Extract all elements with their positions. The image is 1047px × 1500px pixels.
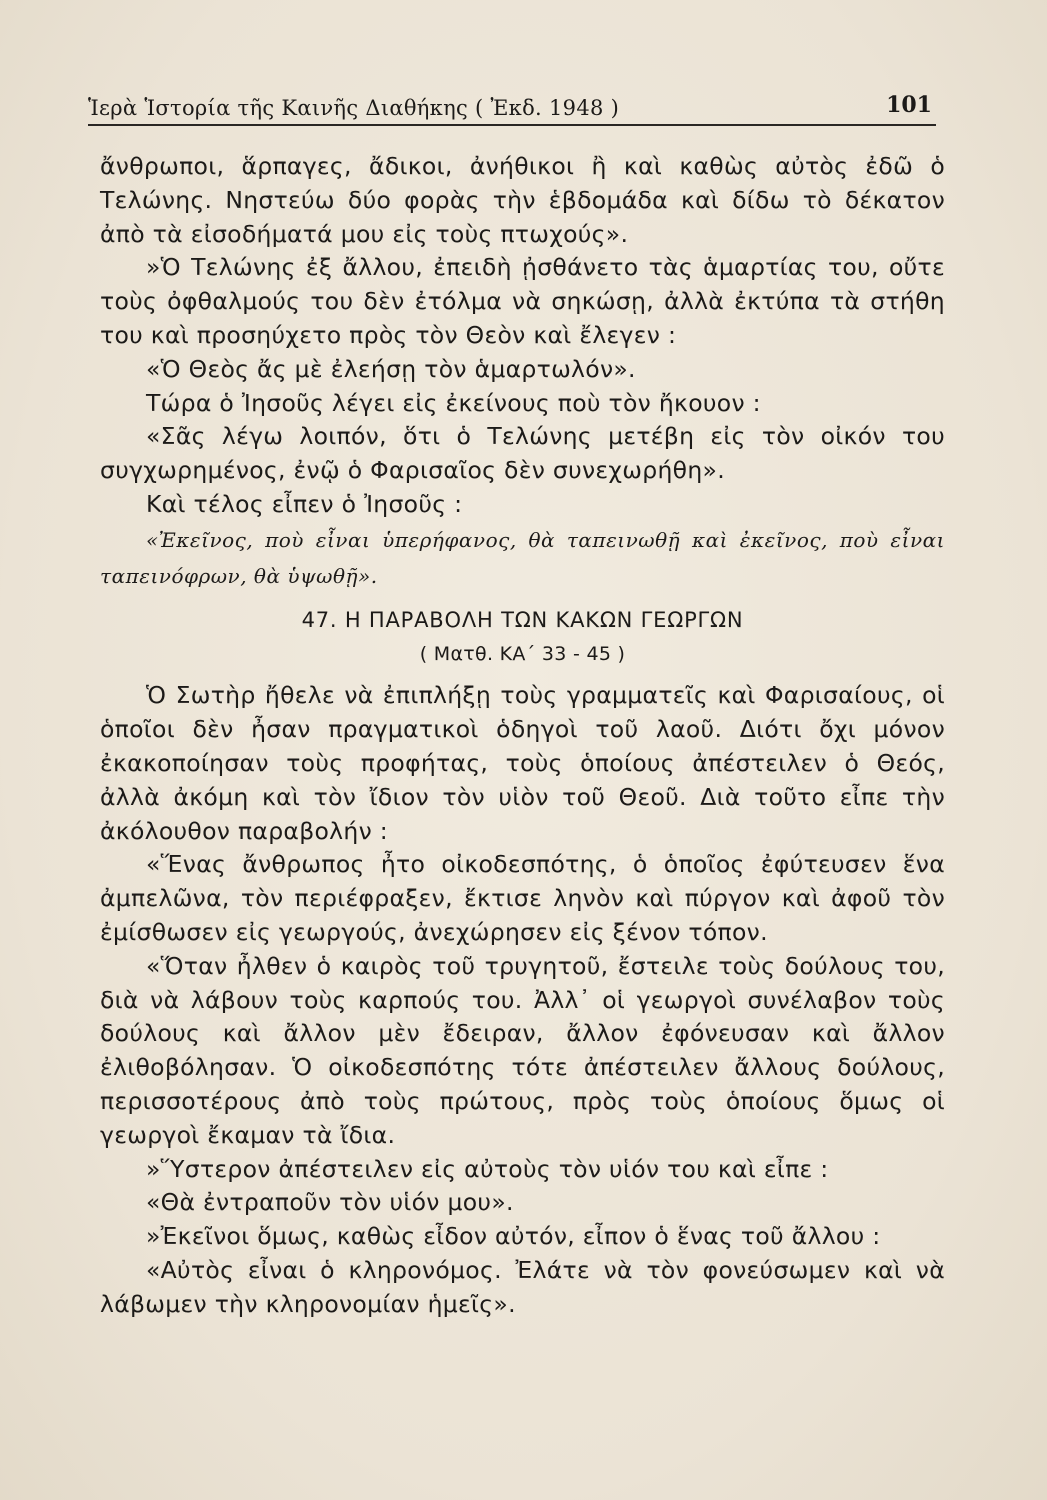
section-heading: 47. Η ΠΑΡΑΒΟΛΗ ΤΩΝ ΚΑΚΩΝ ΓΕΩΡΓΩΝ: [301, 607, 744, 632]
paragraph: ἄνθρωποι, ἅρπαγες, ἄδικοι, ἀνήθικοι ἢ καὶ καθὼς αὐτὸς ἐδῶ ὁ Τελώνης. Νηστεύω δύο φορὰς τὴν ἑβδομάδα καὶ δίδω τὸ δέκατον ἀπὸ τὰ εἰσοδήματά μου εἰς τοὺς πτωχούς».: [100, 152, 945, 248]
paragraph: «Ὅταν ἦλθεν ὁ καιρὸς τοῦ τρυγητοῦ, ἔστειλε τοὺς δούλους του, διὰ νὰ λάβουν τοὺς καρπούς του. Ἀλλ᾽ οἱ γεωργοὶ συνέλαβον τοὺς δούλους καὶ ἄλλον μὲν ἔδειραν, ἄλλον ἐφόνευσαν καὶ ἄλλον ἐλιθοβόλησαν. Ὁ οἰκοδεσπότης τότε ἀπέστειλεν ἄλλους δούλους, περισσοτέρους ἀπὸ τοὺς πρώτους, πρὸς τοὺς ὁποίους ὅμως οἱ γεωργοὶ ἔκαμαν τὰ ἴδια.: [100, 951, 945, 1149]
page-number: 101: [886, 92, 932, 118]
paragraph: «Ἕνας ἄνθρωπος ἦτο οἰκοδεσπότης, ὁ ὁποῖος ἐφύτευσεν ἕνα ἀμπελῶνα, τὸν περιέφραξεν, ἔκτισε ληνὸν καὶ πύργον καὶ ἀφοῦ τὸν ἐμίσθωσεν εἰς γεωργούς, ἀνεχώρησεν εἰς ξένον τόπον.: [100, 850, 945, 946]
paragraph: Καὶ τέλος εἶπεν ὁ Ἰησοῦς :: [146, 489, 463, 518]
paragraph: «Ὁ Θεὸς ἄς μὲ ἐλεήσῃ τὸν ἁμαρτωλόν».: [146, 354, 636, 383]
paragraph: Τώρα ὁ Ἰησοῦς λέγει εἰς ἐκείνους ποὺ τὸν ἤκουον :: [146, 388, 761, 417]
paragraph: «Σᾶς λέγω λοιπόν, ὅτι ὁ Τελώνης μετέβη εἰς τὸν οἰκόν του συγχωρημένος, ἐνῷ ὁ Φαρισαῖος δὲν συνεχωρήθη».: [100, 422, 945, 485]
scripture-reference: ( Ματθ. ΚΑ΄ 33 - 45 ): [419, 642, 626, 665]
paragraph: Ὁ Σωτὴρ ἤθελε νὰ ἐπιπλήξῃ τοὺς γραμματεῖς καὶ Φαρισαίους, οἱ ὁποῖοι δὲν ἦσαν πραγματικοὶ ὁδηγοὶ τοῦ λαοῦ. Διότι ὄχι μόνον ἐκακοποίησαν τοὺς προφήτας, τοὺς ὁποίους ἀπέστειλεν ὁ Θεός, ἀλλὰ ἀκόμη καὶ τὸν ἴδιον τὸν υἱὸν τοῦ Θεοῦ. Διὰ τοῦτο εἶπε τὴν ἀκόλουθον παραβολήν :: [100, 681, 945, 845]
paragraph: «Ἐκεῖνος, ποὺ εἶναι ὑπερήφανος, θὰ ταπεινωθῇ καὶ ἐκεῖνος, ποὺ εἶναι ταπεινόφρων, θὰ ὑψωθῇ».: [100, 527, 945, 588]
paragraph: »Ὕστερον ἀπέστειλεν εἰς αὐτοὺς τὸν υἱόν του καὶ εἶπε :: [146, 1154, 829, 1183]
paragraph: «Θὰ ἐντραποῦν τὸν υἱόν μου».: [146, 1188, 514, 1217]
book-title: Ἱερὰ Ἱστορία τῆς Καινῆς Διαθήκης ( Ἐκδ. 1948 ): [88, 96, 620, 120]
paragraph: »Ἐκεῖνοι ὅμως, καθὼς εἶδον αὐτόν, εἶπον ὁ ἕνας τοῦ ἄλλου :: [146, 1222, 881, 1251]
running-header: [88, 92, 936, 126]
paragraph: »Ὁ Τελώνης ἐξ ἄλλου, ἐπειδὴ ᾐσθάνετο τὰς ἁμαρτίας του, οὔτε τοὺς ὀφθαλμούς του δὲν ἐτόλμα νὰ σηκώσῃ, ἀλλὰ ἐκτύπα τὰ στήθη του καὶ προσηύχετο πρὸς τὸν Θεὸν καὶ ἔλεγεν :: [100, 253, 945, 349]
body-text: [100, 150, 945, 1322]
paragraph: «Αὐτὸς εἶναι ὁ κληρονόμος. Ἐλάτε νὰ τὸν φονεύσωμεν καὶ νὰ λάβωμεν τὴν κληρονομίαν ἡμεῖς».: [100, 1255, 945, 1318]
